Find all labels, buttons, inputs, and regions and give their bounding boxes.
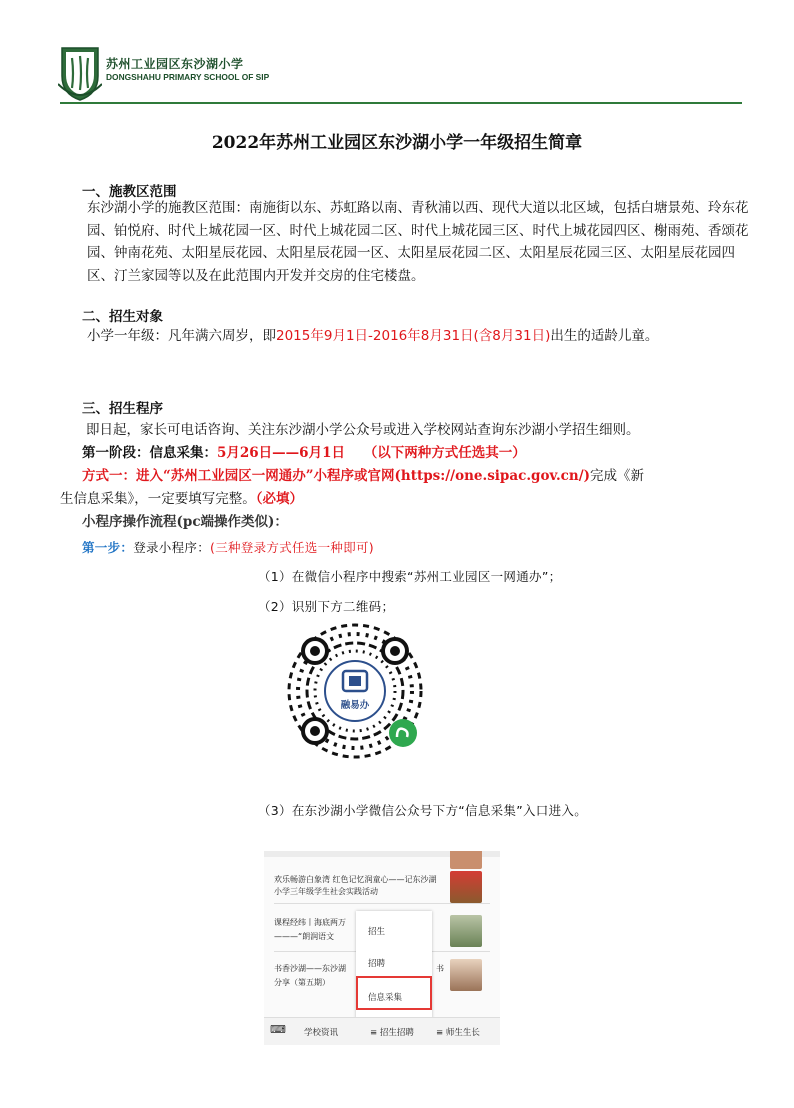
article-thumbnail xyxy=(450,851,482,869)
article-title-3b: 分享（第五期） xyxy=(274,978,330,987)
flow-title: 小程序操作流程(pc端操作类似)： xyxy=(82,514,288,530)
article-title-2b: ———“朗润语文 xyxy=(274,932,335,941)
article-title-3[interactable]: 书香沙湖——东沙湖 xyxy=(274,964,346,973)
section2-body xyxy=(60,325,750,348)
phase1-dates: 5月26日——6月1日 xyxy=(217,445,345,461)
phase1-label: 第一阶段：信息采集： xyxy=(82,445,217,461)
phase1-line xyxy=(82,441,526,461)
school-logo xyxy=(58,44,102,102)
section1-heading: 一、施教区范围 xyxy=(82,184,177,200)
article-thumbnail xyxy=(450,915,482,947)
qr-badge-text: 融易办 xyxy=(340,700,370,711)
section1-body xyxy=(60,197,750,287)
menu-item-enrollment[interactable]: 招生 xyxy=(368,927,386,937)
substep-2: （2）识别下方二维码； xyxy=(258,599,395,614)
menu-item-info-collection[interactable]: 信息采集 xyxy=(368,993,403,1003)
section3-intro: 即日起，家长可电话咨询、关注东沙湖小学公众号或进入学校网站查询东沙湖小学招生细则。 xyxy=(86,422,640,438)
qr-graphic xyxy=(285,621,425,761)
wechat-account-screenshot xyxy=(264,851,500,1045)
section1-text: 东沙湖小学的施教区范围：南施街以东、苏虹路以南、青秋浦以西、现代大道以北区域，包括白塘景苑、玲东花园、铂悦府、时代上城花园一区、时代上城花园二区、时代上城花园三区、时代上城花园四区、榭雨苑、香颂花园、钟南花苑、太阳星辰花园、太阳星辰花园一区、太阳星辰花园二区、太阳星辰花园三区、太阳星辰花园四区、汀兰家园等以及在此范围内开发并交房的住宅楼盘。 xyxy=(87,200,749,284)
menu-item-recruitment[interactable]: 招聘 xyxy=(368,959,386,969)
substep-1: （1）在微信小程序中搜索“苏州工业园区一网通办”； xyxy=(258,569,562,584)
method1-rest2: 生信息采集》，一定要填写完整。 xyxy=(60,491,256,507)
keyboard-icon[interactable]: ⌨ xyxy=(270,1023,286,1036)
section2-prefix: 小学一年级：凡年满六周岁，即 xyxy=(87,328,276,344)
tab-growth[interactable]: ≡ 师生生长 xyxy=(436,1028,480,1038)
step1-text: 登录小程序： xyxy=(133,540,211,555)
article-thumbnail xyxy=(450,959,482,991)
tab-recruitment[interactable]: ≡ 招生招聘 xyxy=(370,1028,414,1038)
method1-must: （必填） xyxy=(255,491,303,507)
method1-line2 xyxy=(60,487,303,507)
phase1-note: （以下两种方式任选其一） xyxy=(363,445,526,461)
header-divider xyxy=(60,102,742,104)
method1-line xyxy=(82,464,644,484)
method1-rest1: 完成《新 xyxy=(590,468,645,484)
step1-line xyxy=(82,538,374,556)
section2-heading: 二、招生对象 xyxy=(82,309,163,325)
school-name-en: DONGSHAHU PRIMARY SCHOOL OF SIP xyxy=(106,72,270,82)
account-tab-bar xyxy=(264,1017,500,1045)
highlight-box xyxy=(356,976,432,1010)
article-title-1[interactable]: 欢乐畅游白象湾 红色记忆润童心——记东沙湖小学三年级学生社会实践活动 xyxy=(274,875,437,896)
method1-red-text: 方式一：进入“苏州工业园区一网通办”小程序或官网(https://one.sipac.gov.cn/) xyxy=(82,468,591,484)
substep-3: （3）在东沙湖小学微信公众号下方“信息采集”入口进入。 xyxy=(258,803,588,818)
article-title-3-tail: 书 xyxy=(436,964,444,973)
document-title: 2022年苏州工业园区东沙湖小学一年级招生简章 xyxy=(211,133,583,153)
step1-note: (三种登录方式任选一种即可) xyxy=(210,540,374,555)
step1-label: 第一步： xyxy=(82,540,134,555)
article-thumbnail xyxy=(450,871,482,903)
article-title-2[interactable]: 课程经纬丨海底两万 xyxy=(274,918,346,927)
mini-program-qr-code xyxy=(285,621,425,761)
section3-heading: 三、招生程序 xyxy=(82,401,163,417)
article-divider xyxy=(274,903,490,904)
school-name-cn: 苏州工业园区东沙湖小学 xyxy=(106,57,244,71)
section2-suffix: 出生的适龄儿童。 xyxy=(550,328,659,344)
section2-dates: 2015年9月1日-2016年8月31日(含8月31日) xyxy=(276,328,551,344)
tab-school-news[interactable]: 学校资讯 xyxy=(304,1028,339,1038)
